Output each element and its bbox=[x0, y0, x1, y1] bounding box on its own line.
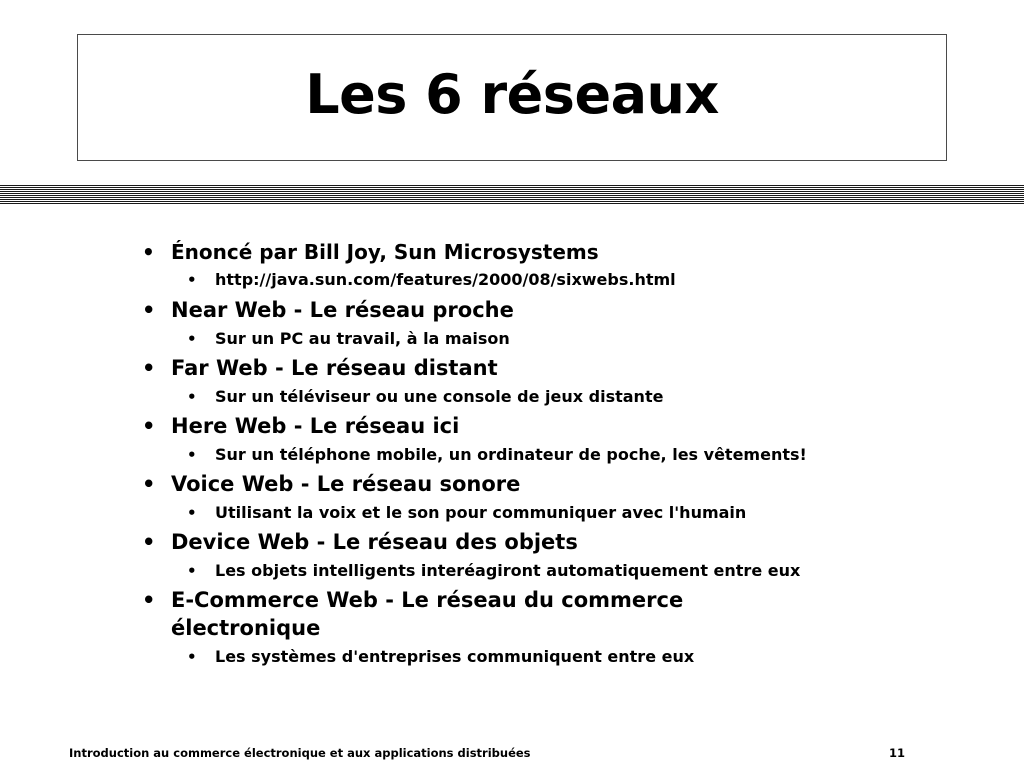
bullet-text: Near Web - Le réseau proche bbox=[171, 298, 514, 322]
bullet-item bbox=[140, 586, 940, 642]
bullet-icon: • bbox=[142, 356, 156, 380]
sub-bullet-item bbox=[140, 440, 940, 470]
bullet-icon: • bbox=[142, 530, 156, 554]
sub-bullet-icon: • bbox=[187, 330, 197, 348]
bullet-item bbox=[140, 412, 940, 440]
slide-title: Les 6 réseaux bbox=[305, 62, 719, 126]
title-box bbox=[77, 34, 947, 161]
sub-bullet-icon: • bbox=[187, 446, 197, 464]
sub-bullet-item bbox=[140, 642, 940, 672]
sub-bullet-icon: • bbox=[187, 271, 197, 289]
bullet-item bbox=[140, 470, 940, 498]
sub-bullet-text: Sur un PC au travail, à la maison bbox=[215, 329, 510, 348]
bullet-text-line1: E-Commerce Web - Le réseau du commerce bbox=[171, 588, 684, 612]
bullet-item bbox=[140, 238, 940, 266]
sub-bullet-item bbox=[140, 266, 940, 294]
bullet-text-line2: électronique bbox=[171, 616, 321, 640]
bullet-text: Énoncé par Bill Joy, Sun Microsystems bbox=[171, 240, 599, 264]
sub-bullet-icon: • bbox=[187, 562, 197, 580]
bullet-icon: • bbox=[142, 240, 155, 264]
sub-bullet-text: Utilisant la voix et le son pour communiquer avec l'humain bbox=[215, 503, 747, 522]
bullet-text: Voice Web - Le réseau sonore bbox=[171, 472, 521, 496]
bullet-text: Device Web - Le réseau des objets bbox=[171, 530, 578, 554]
sub-bullet-item bbox=[140, 382, 940, 412]
bullet-icon: • bbox=[142, 414, 156, 438]
bullet-item bbox=[140, 528, 940, 556]
sub-bullet-item bbox=[140, 498, 940, 528]
page-number: 11 bbox=[889, 746, 906, 760]
hatched-divider bbox=[0, 185, 1024, 204]
sub-bullet-text: Les systèmes d'entreprises communiquent entre eux bbox=[215, 647, 695, 666]
sub-bullet-text: Les objets intelligents interéagiront automatiquement entre eux bbox=[215, 561, 801, 580]
sub-bullet-item bbox=[140, 556, 940, 586]
sub-bullet-icon: • bbox=[187, 504, 197, 522]
sub-bullet-text: http://java.sun.com/features/2000/08/sixwebs.html bbox=[215, 270, 676, 289]
bullet-icon: • bbox=[142, 472, 156, 496]
sub-bullet-text: Sur un téléphone mobile, un ordinateur de poche, les vêtements! bbox=[215, 445, 807, 464]
footer-text: Introduction au commerce électronique et aux applications distribuées bbox=[69, 746, 531, 760]
bullet-icon: • bbox=[142, 298, 156, 322]
bullet-text: Far Web - Le réseau distant bbox=[171, 356, 498, 380]
bullet-item bbox=[140, 354, 940, 382]
bullet-list bbox=[140, 238, 940, 672]
sub-bullet-icon: • bbox=[187, 648, 197, 666]
bullet-icon: • bbox=[142, 588, 156, 612]
sub-bullet-icon: • bbox=[187, 388, 197, 406]
bullet-item bbox=[140, 296, 940, 324]
sub-bullet-item bbox=[140, 324, 940, 354]
bullet-text: Here Web - Le réseau ici bbox=[171, 414, 460, 438]
sub-bullet-text: Sur un téléviseur ou une console de jeux distante bbox=[215, 387, 664, 406]
